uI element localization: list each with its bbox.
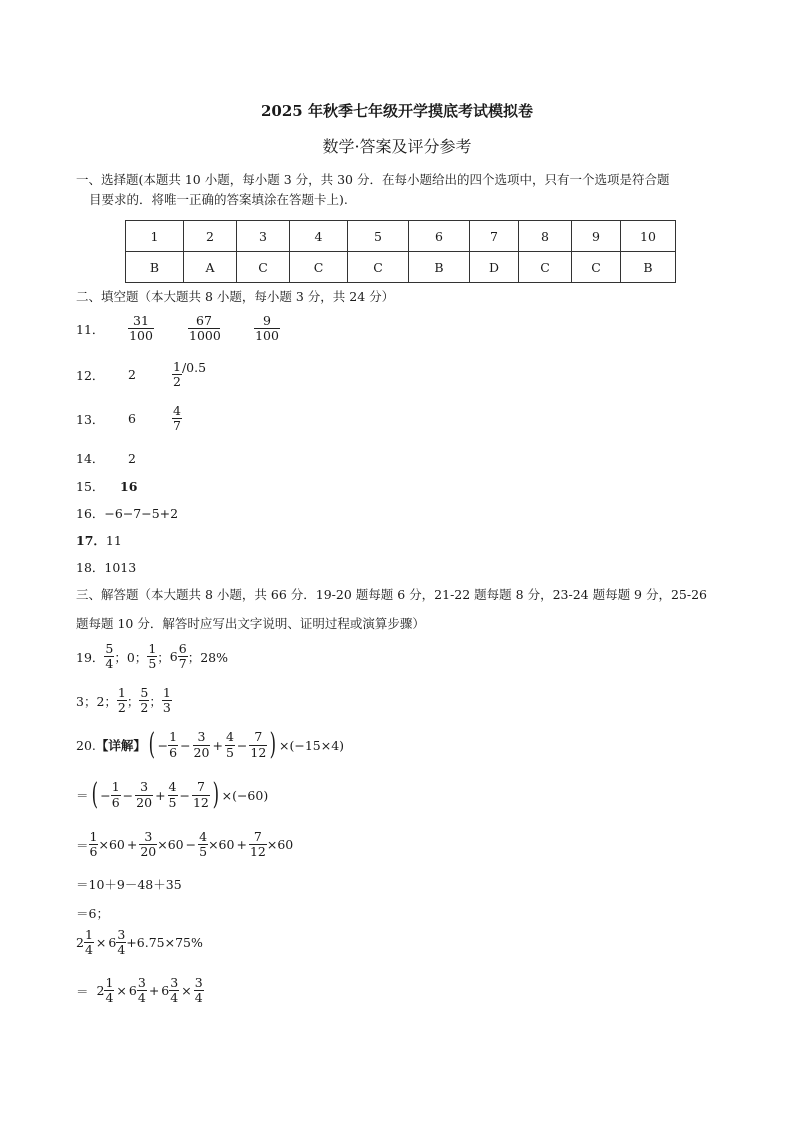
numerator: 1 bbox=[84, 927, 93, 942]
q20-number: 20. bbox=[76, 737, 96, 753]
numerator: 3 bbox=[170, 975, 179, 990]
denominator: 20 bbox=[136, 794, 153, 810]
times-sign: × bbox=[116, 983, 127, 999]
table-cell: 1 bbox=[126, 221, 184, 252]
fraction bbox=[194, 976, 204, 1006]
denominator: 12 bbox=[192, 794, 209, 810]
minus-sign: − bbox=[100, 787, 111, 803]
numerator: 3 bbox=[137, 975, 146, 990]
plus-sign: + bbox=[212, 737, 223, 753]
q19-row-2 bbox=[76, 686, 172, 716]
mixed-whole: 6 bbox=[128, 983, 137, 999]
equals-sign: ＝ bbox=[76, 788, 89, 803]
denominator: 4 bbox=[137, 990, 146, 1006]
q20-line-7 bbox=[76, 976, 204, 1006]
q20-line6-tail: +6.75×75% bbox=[126, 935, 203, 951]
q13-answer-a: 6 bbox=[128, 411, 136, 427]
section1-heading-line2: 目要求的．将唯一正确的答案填涂在答题卡上). bbox=[89, 192, 348, 207]
denominator: 2 bbox=[140, 700, 149, 716]
q19-separator: ； bbox=[149, 693, 162, 709]
q19-mixed-whole: 6 bbox=[169, 649, 178, 665]
q12-tail: /0.5 bbox=[181, 360, 207, 376]
q20-line-2 bbox=[76, 777, 269, 812]
q17-row bbox=[76, 531, 122, 549]
numerator: 1 bbox=[173, 359, 181, 374]
numerator: 4 bbox=[199, 829, 208, 844]
q19-fraction bbox=[117, 686, 127, 716]
right-paren: ) bbox=[212, 777, 219, 812]
table-cell: B bbox=[126, 252, 184, 283]
denominator: 2 bbox=[117, 700, 126, 716]
table-cell: 8 bbox=[519, 221, 572, 252]
q14-number: 14． bbox=[76, 451, 105, 466]
answer-table-answers-row bbox=[126, 252, 676, 283]
q20-line-5: ＝6； bbox=[76, 906, 109, 921]
numerator: 7 bbox=[249, 830, 267, 845]
q19-lead: 3；2； bbox=[76, 693, 117, 709]
denominator: 5 bbox=[199, 844, 208, 860]
fraction bbox=[169, 976, 179, 1006]
q14-answer: 2 bbox=[128, 450, 136, 466]
table-cell: 9 bbox=[572, 221, 621, 252]
denominator: 4 bbox=[105, 990, 114, 1006]
fraction bbox=[104, 976, 114, 1006]
plus-sign: + bbox=[236, 837, 247, 853]
q20-line-3 bbox=[76, 830, 293, 860]
denominator: 4 bbox=[194, 990, 203, 1006]
denominator: 100 bbox=[255, 328, 279, 344]
q15-row bbox=[76, 477, 137, 495]
q14-row bbox=[76, 449, 136, 467]
numerator: 1 bbox=[117, 685, 126, 700]
fraction bbox=[249, 730, 267, 760]
q17-answer: 11 bbox=[105, 532, 122, 548]
q20-line-6 bbox=[76, 928, 203, 958]
numerator: 1 bbox=[162, 685, 171, 700]
denominator: 20 bbox=[193, 744, 210, 760]
answer-table bbox=[125, 220, 676, 283]
numerator: 4 bbox=[168, 779, 177, 795]
q12-fraction bbox=[172, 360, 182, 390]
table-cell: B bbox=[409, 252, 470, 283]
q18-number: 18． bbox=[76, 560, 105, 575]
numerator: 31 bbox=[128, 314, 154, 329]
times-60: ×60 bbox=[266, 837, 294, 853]
q11-fraction-2 bbox=[188, 314, 220, 344]
numerator: 7 bbox=[249, 730, 267, 745]
numerator: 6 bbox=[178, 641, 187, 656]
table-cell: D bbox=[470, 252, 519, 283]
times-60: ×60 bbox=[208, 837, 235, 853]
table-cell: 4 bbox=[290, 221, 348, 252]
table-cell: 10 bbox=[621, 221, 676, 252]
fraction bbox=[89, 830, 99, 860]
minus-sign: − bbox=[122, 787, 134, 803]
denominator: 5 bbox=[168, 794, 177, 810]
q18-answer: 1013 bbox=[104, 559, 137, 575]
q16-row bbox=[76, 504, 178, 522]
equals-sign: ＝ bbox=[76, 837, 89, 853]
q19-separator: ； bbox=[157, 649, 170, 665]
q12-row bbox=[76, 360, 206, 390]
plus-sign: + bbox=[155, 787, 166, 803]
q19-tail: ；28% bbox=[187, 649, 228, 665]
fraction bbox=[137, 976, 147, 1006]
q19-separator: ；0； bbox=[114, 649, 148, 665]
q20-line2-tail: ×(−60) bbox=[221, 787, 269, 803]
q15-answer: 16 bbox=[120, 478, 138, 494]
numerator: 3 bbox=[193, 730, 211, 745]
plus-sign: + bbox=[126, 837, 138, 853]
denominator: 6 bbox=[169, 744, 178, 760]
fraction bbox=[116, 928, 126, 958]
equals-sign: ＝ bbox=[76, 983, 89, 999]
fraction bbox=[168, 730, 178, 760]
table-cell: 5 bbox=[348, 221, 409, 252]
denominator: 4 bbox=[170, 990, 179, 1006]
mixed-whole: 2 bbox=[96, 983, 105, 999]
numerator: 3 bbox=[135, 780, 153, 795]
denominator: 6 bbox=[89, 844, 98, 860]
numerator: 1 bbox=[148, 641, 157, 656]
q19-fraction bbox=[147, 642, 157, 672]
q13-fraction bbox=[172, 404, 182, 434]
denominator: 5 bbox=[225, 744, 234, 760]
mixed-whole: 2 bbox=[76, 935, 84, 951]
q19-row-1 bbox=[76, 642, 228, 672]
fraction bbox=[193, 730, 211, 760]
q20-line-1 bbox=[76, 727, 345, 762]
exam-subtitle: 数学·答案及评分参考 bbox=[322, 137, 472, 156]
denominator: 5 bbox=[148, 656, 157, 672]
denominator: 2 bbox=[173, 374, 181, 390]
minus-sign: − bbox=[180, 737, 191, 753]
minus-sign: − bbox=[236, 737, 248, 753]
minus-sign: − bbox=[179, 787, 190, 803]
numerator: 1 bbox=[89, 829, 98, 844]
numerator: 67 bbox=[188, 314, 220, 329]
numerator: 1 bbox=[111, 779, 120, 795]
denominator: 12 bbox=[250, 744, 267, 760]
exam-title: 2025 年秋季七年级开学摸底考试模拟卷 bbox=[261, 102, 533, 120]
section1-heading-line1: 一、选择题(本题共 10 小题，每小题 3 分，共 30 分．在每小题给出的四个选项中，只有一个选项是符合题 bbox=[76, 172, 670, 187]
times-60: ×60 bbox=[98, 837, 125, 853]
table-cell: C bbox=[290, 252, 348, 283]
fraction bbox=[111, 780, 121, 810]
numerator: 4 bbox=[225, 729, 234, 745]
denominator: 7 bbox=[173, 418, 181, 434]
numerator: 3 bbox=[117, 927, 126, 942]
left-paren: ( bbox=[91, 777, 98, 812]
minus-sign: − bbox=[185, 837, 197, 853]
table-cell: B bbox=[621, 252, 676, 283]
denominator: 100 bbox=[129, 328, 153, 344]
q18-row bbox=[76, 558, 136, 576]
denominator: 1000 bbox=[189, 328, 221, 344]
table-cell: 7 bbox=[470, 221, 519, 252]
q13-row bbox=[76, 404, 182, 434]
q11-number: 11． bbox=[76, 321, 105, 337]
fraction bbox=[249, 830, 267, 860]
fraction bbox=[135, 780, 153, 810]
q19-number: 19． bbox=[76, 649, 105, 665]
q19-fraction bbox=[178, 642, 188, 672]
numerator: 9 bbox=[254, 314, 280, 329]
fraction bbox=[225, 730, 235, 760]
table-cell: 3 bbox=[237, 221, 290, 252]
numerator: 1 bbox=[105, 975, 114, 990]
section3-heading-line1: 三、解答题（本大题共 8 小题，共 66 分．19-20 题每题 6 分，21-22 题每题 8 分，23-24 题每题 9 分，25-26 bbox=[76, 587, 708, 602]
q11-row bbox=[76, 314, 280, 344]
fraction bbox=[168, 780, 178, 810]
fraction bbox=[198, 830, 208, 860]
denominator: 4 bbox=[117, 942, 126, 958]
numerator: 5 bbox=[140, 685, 149, 700]
denominator: 4 bbox=[84, 942, 93, 958]
numerator: 5 bbox=[105, 641, 114, 656]
table-cell: 6 bbox=[409, 221, 470, 252]
table-cell: C bbox=[519, 252, 572, 283]
q13-number: 13． bbox=[76, 411, 105, 427]
denominator: 12 bbox=[249, 844, 266, 860]
fraction bbox=[192, 780, 210, 810]
numerator: 4 bbox=[173, 403, 181, 418]
q19-fraction bbox=[139, 686, 149, 716]
minus-sign: − bbox=[157, 737, 169, 753]
q19-fraction bbox=[104, 642, 114, 672]
answer-table-numbers-row bbox=[126, 221, 676, 252]
q11-fraction-3 bbox=[254, 314, 280, 344]
fraction bbox=[84, 928, 94, 958]
q12-number: 12． bbox=[76, 367, 105, 383]
numerator: 3 bbox=[139, 830, 157, 845]
times-sign: × bbox=[181, 983, 192, 999]
denominator: 7 bbox=[178, 656, 187, 672]
q20-line1-tail: ×(−15×4) bbox=[279, 737, 345, 753]
q16-answer: −6−7−5+2 bbox=[104, 505, 179, 521]
section2-heading: 二、填空题（本大题共 8 小题，每小题 3 分，共 24 分） bbox=[76, 289, 395, 304]
table-cell: C bbox=[237, 252, 290, 283]
times-sign: × bbox=[95, 935, 107, 951]
q20-line-4: ＝10＋9－48＋35 bbox=[76, 877, 182, 892]
q15-number: 15． bbox=[76, 479, 105, 494]
table-cell: C bbox=[572, 252, 621, 283]
q12-answer-a: 2 bbox=[128, 367, 136, 383]
numerator: 7 bbox=[192, 780, 210, 795]
left-paren: ( bbox=[148, 727, 155, 762]
q19-fraction bbox=[162, 686, 172, 716]
table-cell: A bbox=[184, 252, 237, 283]
denominator: 3 bbox=[162, 700, 171, 716]
denominator: 4 bbox=[105, 656, 114, 672]
table-cell: C bbox=[348, 252, 409, 283]
numerator: 3 bbox=[194, 975, 203, 990]
q17-number: 17． bbox=[76, 533, 106, 548]
q20-tag: 【详解】 bbox=[95, 738, 146, 753]
q16-number: 16． bbox=[76, 506, 105, 521]
fraction bbox=[139, 830, 157, 860]
mixed-whole: 6 bbox=[161, 983, 170, 999]
plus-sign: + bbox=[148, 983, 160, 999]
denominator: 20 bbox=[140, 844, 157, 860]
section3-heading-line2: 题每题 10 分．解答时应写出文字说明、证明过程或演算步骤） bbox=[76, 616, 425, 631]
right-paren: ) bbox=[269, 727, 277, 762]
numerator: 1 bbox=[169, 729, 178, 745]
denominator: 6 bbox=[111, 794, 120, 810]
q19-separator: ； bbox=[126, 693, 140, 709]
table-cell: 2 bbox=[184, 221, 237, 252]
times-60: ×60 bbox=[157, 837, 184, 853]
q11-fraction-1 bbox=[128, 314, 154, 344]
mixed-whole: 6 bbox=[108, 935, 117, 951]
